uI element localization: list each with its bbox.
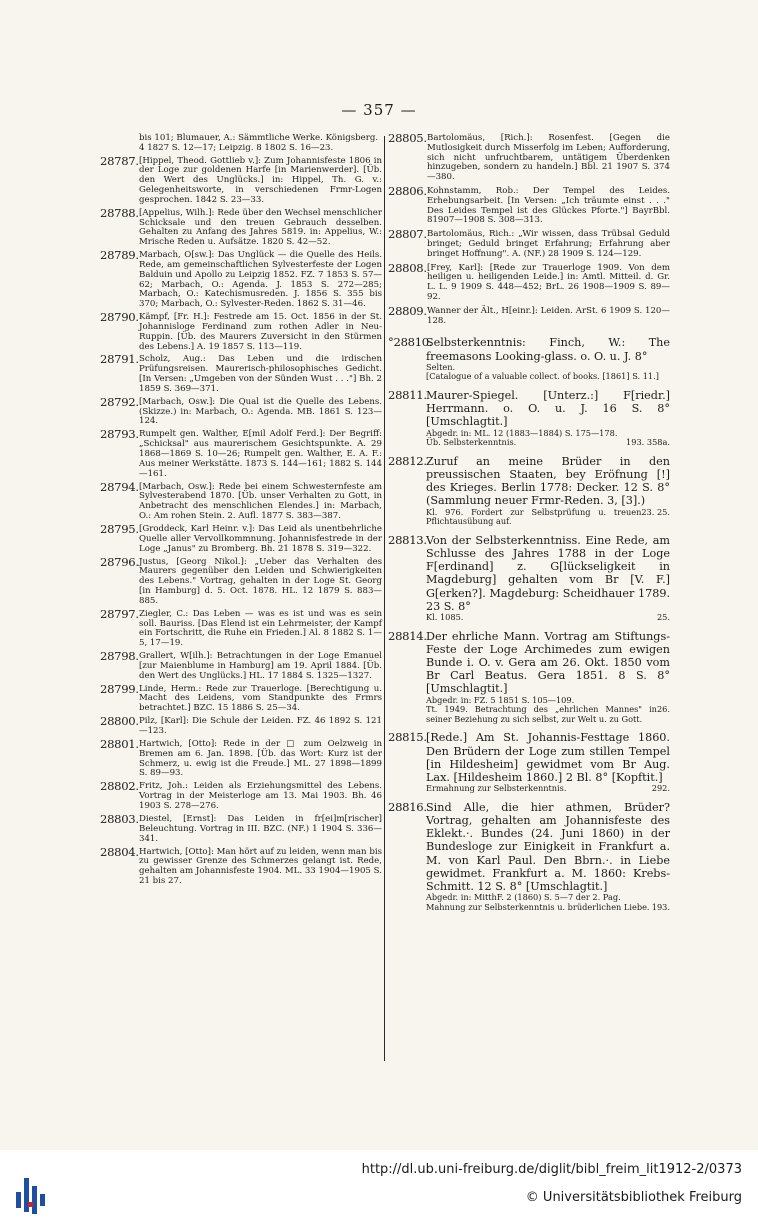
entry-number: 28807. — [388, 227, 427, 242]
entry-body — [426, 534, 670, 623]
entry-number: 28809. — [388, 303, 427, 318]
entry-number: 28804. — [100, 844, 139, 859]
entry-text: Scholz, Aug.: Das Leben und die irdischen Prüfungsreisen. Maurerisch-philosophisches Gedicht. [In Versen: „Umgeben von der Sünden Wust . . ."] Bh. 2 1859 S. 369—371. — [139, 354, 382, 394]
bibliography-entry — [100, 606, 382, 649]
entry-text: [Appelius, Wilh.]: Rede über den Wechsel menschlicher Schicksale und den treuen Gebrauch desselben. Gehalten zu Anfang des Jahres 5819. in: Appelius, W.: Mrische Reden u. Aufsätze. 1820 S. 42—52. — [139, 207, 382, 248]
entry-number: 28787. — [100, 153, 139, 168]
bibliography-entry — [100, 714, 382, 737]
entry-price: 193. — [651, 901, 670, 912]
entry-number: 28788. — [100, 205, 139, 220]
entry-text: Fritz, Joh.: Leiden als Erziehungsmittel des Lebens. Vortrag in der Meisterloge am 13. Mai 1903. Bh. 46 1903 S. 278—276. — [139, 781, 382, 812]
entry-body — [139, 848, 382, 887]
entry-text: Zuruf an meine Brüder in den preussischen Staaten, bey Eröfnung [!] des Krieges. Berlin 1778: Decker. 12 S. 8° (Sammlung neuer Frmr-Reden. 3, [3].) — [426, 454, 670, 508]
entry-body — [426, 731, 670, 793]
entry-note: Abgedr. in: ML. 12 (1883—1884) S. 175—178. — [426, 427, 618, 438]
entry-price: 193. 358a. — [626, 437, 670, 448]
entry-text: [Marbach, Osw.]: Rede bei einem Schwesternfeste am Sylvesterabend 1870. [Üb. unser Verhalten zu Gott, in Anbetracht des menschlichen Elendes.] in: Marbach, O.: Am rohen Stein. 2. Aufl. 1877 S. 383—387. — [139, 481, 382, 521]
entry-body — [139, 483, 382, 522]
entry-number: 28791. — [100, 352, 139, 367]
entry-body — [139, 717, 382, 737]
entry-price: 23. 25. — [641, 506, 670, 517]
entry-number: 28792. — [100, 394, 139, 409]
entry-text: Linde, Herm.: Rede zur Trauerloge. [Berechtigung u. Macht des Leidens, vom Standpunkte des Frmrs betrachtet.] BZC. 15 1886 S. 25—34. — [139, 683, 382, 714]
entry-note: [Catalogue of a valuable collect. of books. [1861] S. 11.] — [426, 371, 659, 382]
entry-number: 28803. — [100, 812, 139, 826]
bibliography-entry — [388, 131, 670, 183]
entry-note: Abgedr. in: MitthF. 2 (1860) S. 5—7 der 2. Pag. — [426, 892, 621, 903]
entry-note: Selten. — [426, 361, 456, 372]
entry-annotation-text: Mahnung zur Selbsterkenntnis u. brüderlichen Liebe. — [426, 901, 650, 912]
bibliography-entry — [100, 248, 382, 310]
entry-number: 28794. — [100, 479, 139, 494]
entry-body — [426, 389, 670, 448]
entry-number: 28799. — [100, 681, 139, 696]
entry-text: Maurer-Spiegel. [Unterz.:] F[riedr.] Herrmann. o. O. u. J. 16 S. 8° [Umschlagtit.] — [426, 388, 670, 429]
copyright-text: © Universitätsbibliothek Freiburg — [525, 1190, 742, 1205]
entry-text: Von der Selbsterkenntniss. Eine Rede, am Schlusse des Jahres 1788 in der Loge F[erdinand] z. G[lückseligkeit in Magdeburg] gehalten vom Br [V. F.] G[erken?]. Magdeburg: Scheidhauer 1789. 23 S. 8° — [426, 533, 670, 613]
left-entries-list — [100, 153, 382, 887]
entry-annotation — [426, 784, 670, 794]
bibliography-entry — [100, 479, 382, 522]
bibliography-entry — [100, 394, 382, 427]
entry-text: Grallert, W[ilh.]: Betrachtungen in der Loge Emanuel [zur Maienblume in Hamburg] am 19. April 1884. [Üb. den Wert des Unglücks.] HL. 17 1884 S. 1325—1327. — [139, 651, 382, 681]
right-small-entries-list — [388, 131, 670, 326]
bibliography-entry — [388, 534, 670, 623]
entry-text: Bartolomäus, Rich.: „Wir wissen, dass Trübsal Geduld bringet; Geduld bringet Erfahrung; Erfahrung aber bringet Hoffnung". A. (NF.) 28 1909 S. 124—129. — [427, 229, 670, 259]
entry-body — [427, 264, 670, 303]
entry-number: 28801. — [100, 737, 139, 752]
entry-text: Bartolomäus, [Rich.]: Rosenfest. [Gegen die Mutlosigkeit durch Misserfolg im Leben; Aufforderung, sich nicht unfruchtbarem, untätigem Überdenken hinzugeben, sondern zu handeln.] Bbl. 21 1907 S. 374—380. — [427, 133, 670, 183]
entry-number: 28805. — [388, 131, 427, 145]
bibliography-entry — [100, 844, 382, 887]
entry-body — [427, 307, 670, 327]
bibliography-entry — [100, 812, 382, 844]
bibliography-entry — [100, 153, 382, 206]
entry-annotation — [426, 508, 670, 527]
entry-number: 28812. — [388, 453, 427, 468]
entry-body — [426, 801, 670, 913]
bibliography-entry — [100, 427, 382, 479]
entry-body — [139, 355, 382, 394]
entry-body — [139, 398, 382, 427]
entry-body — [139, 558, 382, 607]
bibliography-entry — [388, 389, 670, 448]
entry-annotation — [426, 705, 670, 724]
bibliography-entry — [388, 630, 670, 725]
bibliography-entry — [388, 336, 670, 382]
bibliography-entry — [100, 681, 382, 714]
entry-number: 28796. — [100, 554, 139, 569]
entry-body — [139, 525, 382, 554]
bibliography-entry — [388, 260, 670, 303]
entry-text: Selbsterkenntnis: Finch, W.: The freemasons Looking-glass. o. O. u. J. 8° — [426, 336, 670, 363]
column-divider — [384, 136, 385, 1061]
entry-text: [Frey, Karl]: [Rede zur Trauerloge 1909. Von dem heiligen u. heiligenden Leide.] in: Amtl. Mitteil. d. Gr. L. L. 9 1909 S. 448—452; BrL. 26 1908—1909 S. 89—92. — [427, 262, 670, 302]
entry-annotation — [426, 438, 670, 448]
continuation-text: bis 101; Blumauer, A.: Sämmtliche Werke. Königsberg. 4 1827 S. 12—17; Leipzig. 8 1802 S. 16—23. — [139, 133, 379, 153]
entry-annotation-text: Üb. Selbsterkenntnis. — [426, 437, 517, 448]
entry-body — [139, 313, 382, 352]
entry-number: 28789. — [100, 248, 139, 263]
entry-text: [Rede.] Am St. Johannis-Festtage 1860. Den Brüdern der Loge zum stillen Tempel [in Hildesheim] gewidmet vom Br Aug. Lax. [Hildesheim 1860.] 2 Bl. 8° [Kopftit.] — [426, 731, 670, 784]
bibliography-entry — [388, 303, 670, 327]
ub-freiburg-logo-icon — [14, 1172, 48, 1216]
entry-annotation-text: Ermahnung zur Selbsterkenntnis. — [426, 783, 567, 794]
entry-body — [139, 685, 382, 714]
entry-body — [139, 610, 382, 649]
entry-annotation-text: Tt. 1949. Betrachtung des „ehrlichen Mannes" in seiner Beziehung zu sich selbst, zur Welt u. zu Gott. — [426, 704, 657, 724]
entry-body — [427, 134, 670, 183]
entry-note: Abgedr. in: FZ. 5 1851 S. 105—109. — [426, 694, 575, 705]
entry-number: 28797. — [100, 606, 139, 621]
entry-price: 292. — [651, 783, 670, 794]
bibliography-entry — [388, 455, 670, 527]
entry-number: °28810. — [388, 335, 433, 350]
bibliography-entry — [100, 554, 382, 607]
entry-number: 28808. — [388, 260, 427, 275]
entry-text: Justus, [Georg Nikol.]: „Ueber das Verhalten des Maurers gegenüber den Leiden und Schwierigkeiten des Lebens." Vortrag, gehalten in der Loge St. Georg [in Hamburg] d. 5. Oct. 1878. HL. 12 1879 S. 883—885. — [139, 556, 382, 606]
footer-banner — [0, 1150, 758, 1228]
bibliography-entry — [388, 731, 670, 793]
entry-annotation-text: Kl. 976. Fordert zur Selbstprüfung u. treuen Pflichtausübung auf. — [426, 506, 642, 527]
entry-number: 28814. — [388, 628, 427, 643]
entry-body — [426, 455, 670, 527]
entry-text: Wanner der Ält., H[einr.]: Leiden. ArSt. 6 1909 S. 120—128. — [427, 305, 670, 326]
entry-price: 25. — [656, 611, 670, 622]
entry-text: Kohnstamm, Rob.: Der Tempel des Leides. Erhebungsarbeit. [In Versen: „Ich träumte einst . . ." Des Leides Tempel ist des Glückes Pforte."] BayrBbl. 81907—1908 S. 308—313. — [427, 185, 670, 226]
bibliography-entry — [100, 737, 382, 779]
entry-number: 28806. — [388, 183, 427, 198]
entry-body — [427, 187, 670, 226]
entry-price: 26. — [656, 704, 670, 715]
source-url-link[interactable]: http://dl.ub.uni-freiburg.de/diglit/bibl_freim_lit1912-2/0373 — [361, 1162, 742, 1177]
entry-body — [426, 336, 670, 382]
entry-text: Sind Alle, die hier athmen, Brüder? Vortrag, gehalten am Johannisfeste des Eklekt.·. Bundes (24. Juni 1860) in der Bundesloge zur Einigkeit in Frankfurt a. M. von Karl Paul. Den Bbrn.·. in Liebe gewidmet. Frankfurt a. M. 1860: Krebs-Schmitt. 12 S. 8° [Umschlagtit.] — [426, 800, 670, 893]
bibliography-entry — [100, 521, 382, 554]
entry-body — [139, 652, 382, 681]
entry-text: Rumpelt gen. Walther, E[mil Adolf Ferd.]: Der Begriff: „Schicksal" aus maurerischem Gesichtspunkte. A. 29 1868—1869 S. 10—26; Rumpelt gen. Walther, E. A. F.: Aus meiner Werkstätte. 1873 S. 144—161; 1882 S. 144—161. — [139, 429, 382, 479]
entry-number: 28795. — [100, 521, 139, 536]
entry-text: [Hippel, Theod. Gottlieb v.]: Zum Johannisfeste 1806 in der Loge zur goldenen Harfe [in Marienwerder]. [Üb. den Wert des Unglücks.] in: Hippel, Th. G. v.: Gelegenheitsworte, in verschiedenen Frmr-Logen gesprochen. 1842 S. 23—33. — [139, 155, 382, 205]
bibliography-entry — [388, 183, 670, 226]
bibliography-entry — [388, 227, 670, 259]
entry-annotation — [426, 903, 670, 913]
entry-body — [139, 209, 382, 248]
bibliography-entry — [100, 649, 382, 681]
entry-number: 28790. — [100, 310, 139, 325]
entry-body — [139, 157, 382, 206]
entry-body — [139, 815, 382, 844]
entry-text: [Marbach, Osw.]: Die Qual ist die Quelle des Lebens. (Skizze.) in: Marbach, O.: Agenda. MB. 1861 S. 123—124. — [139, 396, 382, 427]
entry-body — [139, 782, 382, 811]
page-number: — 357 — — [341, 101, 417, 119]
right-entries-list — [388, 336, 670, 912]
entry-number: 28798. — [100, 649, 139, 664]
entry-body — [139, 251, 382, 310]
entry-number: 28811. — [388, 387, 427, 402]
bibliography-entry — [388, 801, 670, 913]
right-column — [388, 131, 670, 919]
entry-number: 28816. — [388, 799, 427, 814]
entry-text: Pilz, [Karl]: Die Schule der Leiden. FZ. 46 1892 S. 121—123. — [139, 716, 382, 737]
entry-text: Diestel, [Ernst]: Das Leiden in fr[ei]m[rischer] Beleuchtung. Vortrag in III. BZC. (NF.) 1 1904 S. 336—341. — [139, 814, 382, 844]
entry-text: Hartwich, [Otto]: Man hört auf zu leiden, wenn man bis zu gewisser Grenze des Schmerzes gelangt ist. Rede, gehalten am Johannisfeste 1904. ML. 33 1904—1905 S. 21 bis 27. — [139, 846, 382, 886]
left-column — [100, 134, 382, 890]
entry-number: 28802. — [100, 779, 139, 794]
entry-number: 28793. — [100, 427, 139, 442]
bibliography-entry — [100, 205, 382, 248]
entry-body — [427, 230, 670, 259]
entry-body — [139, 430, 382, 479]
bibliography-entry — [100, 779, 382, 812]
entry-text: Der ehrliche Mann. Vortrag am Stiftungs-Feste der Loge Archimedes zum ewigen Bunde i. O. v. Gera am 26. Okt. 1850 vom Br Carl Beatus. Gera 1851. 8 S. 8° [Umschlagtit.] — [426, 629, 670, 696]
bibliography-entry — [100, 310, 382, 352]
entry-number: 28813. — [388, 532, 427, 547]
entry-text: Kämpf, [Fr. H.]: Festrede am 15. Oct. 1856 in der St. Johannisloge Ferdinand zum rothen Adler in Neu-Ruppin. [Üb. des Maurers Zuversicht in den Stürmen des Lebens.] A. 19 1857 S. 113—119. — [139, 312, 382, 352]
entry-body — [139, 740, 382, 779]
entry-number: 28800. — [100, 714, 139, 729]
entry-number: 28815. — [388, 730, 427, 745]
entry-text: Hartwich, [Otto]: Rede in der □ zum Oelzweig in Bremen am 6. Jan. 1898. [Üb. das Wort: Kurz ist der Schmerz, u. ewig ist die Freude.] ML. 27 1898—1899 S. 89—93. — [139, 739, 382, 779]
entry-annotation — [426, 613, 670, 623]
entry-text: Ziegler, C.: Das Leben — was es ist und was es sein soll. Bauriss. [Das Elend ist ein Lehrmeister, der Kampf ein Fortschritt, die Ruhe ein Frieden.] Al. 8 1882 S. 1—5, 17—19. — [139, 608, 382, 649]
entry-annotation-text: Kl. 1085. — [426, 611, 464, 622]
bibliography-entry — [100, 352, 382, 394]
entry-text: Marbach, O[sw.]: Das Unglück — die Quelle des Heils. Rede, am gemeinschaftlichen Sylvesterfeste der Logen Balduin und Apollo zu Leipzig 1852. FZ. 7 1853 S. 57—62; Marbach, O.: Agenda. J. 1853 S. 272—285; Marbach, O.: Katechismusreden. J. 1856 S. 355 bis 370; Marbach, O.: Sylvester-Reden. 1862 S. 31—46. — [139, 250, 382, 310]
entry-text: [Groddeck, Karl Heinr. v.]: Das Leid als unentbehrliche Quelle aller Vervollkommnung. Johannisfestrede in der Loge „Janus" zu Bromberg. Bh. 21 1878 S. 319—322. — [139, 523, 382, 554]
entry-body — [426, 630, 670, 725]
